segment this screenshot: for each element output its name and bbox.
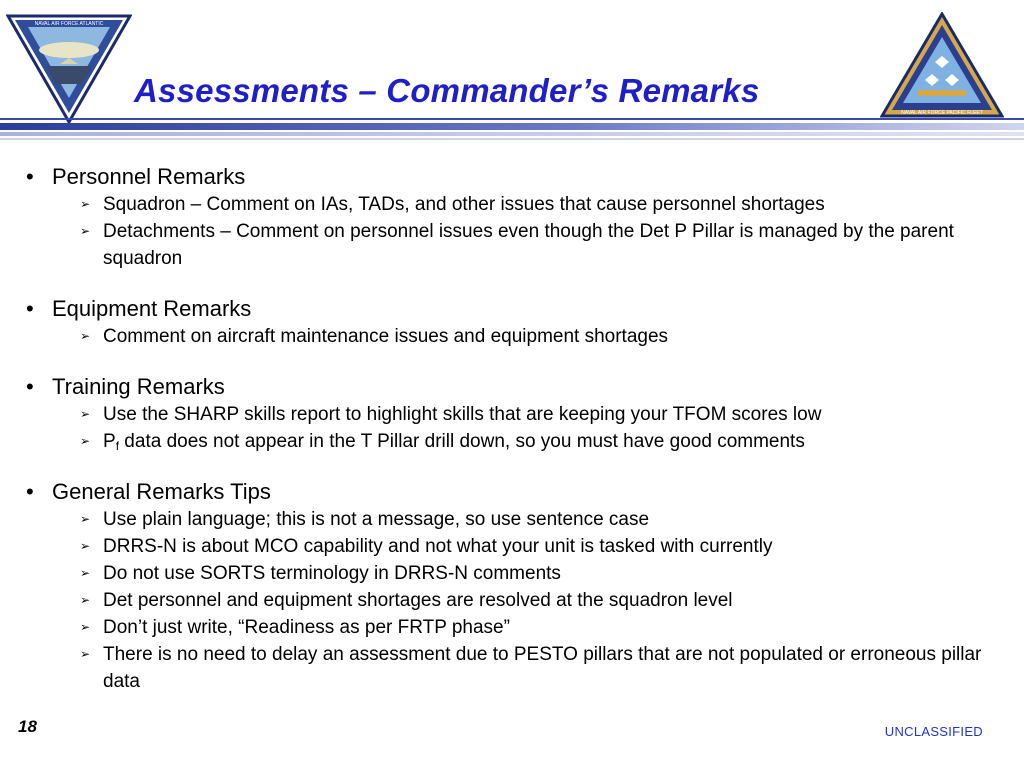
section-personnel-remarks — [26, 162, 1001, 272]
arrow-bullet-icon: ➢ — [80, 566, 91, 580]
sub-item: ➢ DRRS-N is about MCO capability and not what your unit is tasked with currently — [78, 533, 1001, 560]
sub-item: ➢ Do not use SORTS terminology in DRRS-N comments — [78, 560, 1001, 587]
section-heading: General Remarks Tips — [52, 479, 271, 504]
sub-item: ➢ $P_f$ data does not appear in the T Pillar drill down, so you must have good comments — [78, 428, 1001, 455]
sub-item: ➢ Comment on aircraft maintenance issues and equipment shortages — [78, 323, 1001, 350]
arrow-bullet-icon: ➢ — [80, 329, 91, 343]
sub-item: ➢ Detachments – Comment on personnel issues even though the Det P Pillar is managed by the parent squadron — [78, 218, 1001, 272]
page-number: 18 — [18, 717, 37, 736]
arrow-bullet-icon: ➢ — [80, 434, 91, 448]
arrow-bullet-icon: ➢ — [80, 197, 91, 211]
classification-label: UNCLASSIFIED — [884, 724, 983, 739]
bullet-heading — [26, 372, 1001, 401]
sub-item: ➢ Use plain language; this is not a message, so use sentence case — [78, 506, 1001, 533]
section-heading: Training Remarks — [52, 374, 225, 399]
arrow-bullet-icon: ➢ — [80, 512, 91, 526]
arrow-bullet-icon: ➢ — [80, 620, 91, 634]
bullet-dot-icon: • — [26, 296, 34, 321]
arrow-bullet-icon: ➢ — [80, 647, 91, 661]
bullet-heading — [26, 294, 1001, 323]
naval-air-force-pacific-fleet-seal-icon — [880, 12, 1004, 118]
header-divider — [0, 118, 1024, 144]
section-equipment-remarks — [26, 294, 1001, 350]
section-heading: Personnel Remarks — [52, 164, 246, 189]
arrow-bullet-icon: ➢ — [80, 539, 91, 553]
bullet-dot-icon: • — [26, 374, 34, 399]
sub-item: ➢ There is no need to delay an assessment due to PESTO pillars that are not populated or erroneous pillar data — [78, 641, 1001, 695]
arrow-bullet-icon: ➢ — [80, 593, 91, 607]
arrow-bullet-icon: ➢ — [80, 224, 91, 238]
sub-item: ➢ Squadron – Comment on IAs, TADs, and other issues that cause personnel shortages — [78, 191, 1001, 218]
sub-item: ➢ Use the SHARP skills report to highlight skills that are keeping your TFOM scores low — [78, 401, 1001, 428]
right-seal-text: NAVAL AIR FORCE PACIFIC FLEET — [901, 110, 983, 116]
sub-item: ➢ Don’t just write, “Readiness as per FRTP phase” — [78, 614, 1001, 641]
arrow-bullet-icon: ➢ — [80, 407, 91, 421]
slide-body — [26, 162, 1001, 695]
bullet-heading — [26, 162, 1001, 191]
sub-item: ➢ Det personnel and equipment shortages are resolved at the squadron level — [78, 587, 1001, 614]
bullet-heading — [26, 477, 1001, 506]
left-seal-text: NAVAL AIR FORCE ATLANTIC — [34, 21, 104, 27]
section-training-remarks — [26, 372, 1001, 455]
bullet-dot-icon: • — [26, 479, 34, 504]
bullet-dot-icon: • — [26, 164, 34, 189]
naval-air-force-atlantic-seal-icon — [6, 14, 132, 126]
slide-title: Assessments – Commander’s Remarks — [134, 72, 760, 109]
section-heading: Equipment Remarks — [52, 296, 252, 321]
section-general-remarks-tips — [26, 477, 1001, 695]
